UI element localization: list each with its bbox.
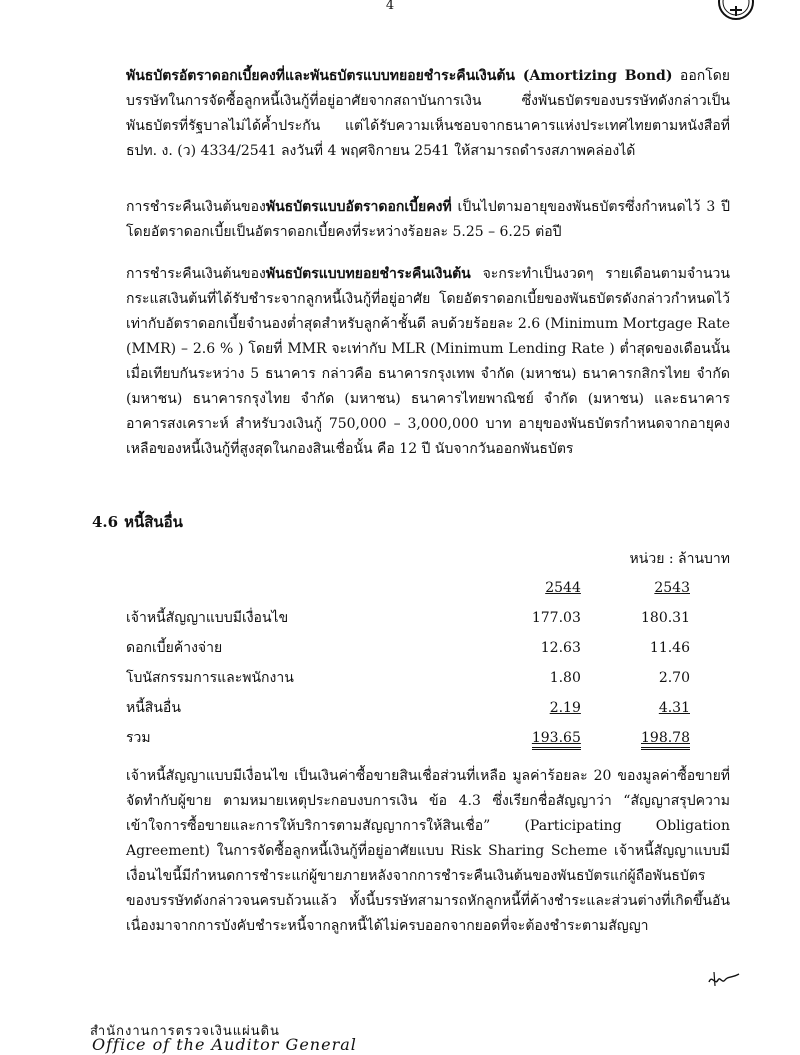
- row-label: โบนัสกรรมการและพนักงาน: [126, 670, 294, 686]
- row-value-2543: 11.46: [649, 640, 690, 656]
- footer-office-english: Office of the Auditor General: [92, 1035, 357, 1054]
- other-liabilities-table: [120, 573, 690, 753]
- row-label: เจ้าหนี้สัญญาแบบมีเงื่อนไข: [126, 610, 289, 626]
- paragraph-amortizing-repayment-text: จะกระทำเป็นงวดๆ รายเดือนตามจำนวนกระแสเงินต้นที่ได้รับชำระจากลูกหนี้เงินกู้ที่อยู่อาศัย โดยอัตราดอกเบี้ยของพันธบัตรดังกล่าวกำหนดไว้เท่ากับอัตราดอกเบี้ยจำนองต่ำสุดสำหรับลูกค้าชั้นดี ลบด้วยร้อยละ 2.6 (Minimum Mortgage Rate (MMR) – 2.6 % ) โดยที่ MMR จะเท่ากับ MLR (Minimum Lending Rate ) ต่ำสุดของเดือนนั้น เมื่อเทียบกันระหว่าง 5 ธนาคาร กล่าวคือ ธนาคารกรุงเทพ จำกัด (มหาชน) ธนาคารกสิกรไทย จำกัด (มหาชน) ธนาคารกรุงไทย จำกัด (มหาชน) ธนาคารไทยพาณิชย์ จำกัด (มหาชน) และธนาคารอาคารสงเคราะห์ สำหรับวงเงินกู้ 750,000 – 3,000,000 บาท อายุของพันธบัตรกำหนดจากอายุคงเหลือของหนี้เงินกู้ที่สูงสุดในกองสินเชื่อนั้น คือ 12 ปี นับจากวันออกพันธบัตร: [126, 266, 730, 457]
- footer-office-thai: สำนักงานการตรวจเงินแผ่นดิน: [90, 1024, 280, 1039]
- row-value-2543: 4.31: [658, 700, 690, 716]
- row-value-2544: 2.19: [549, 700, 581, 716]
- paragraph-conditional-payables-text: เจ้าหนี้สัญญาแบบมีเงื่อนไข เป็นเงินค่าซื้อขายสินเชื่อส่วนที่เหลือ มูลค่าร้อยละ 20 ของมูลค่าซื้อขายที่จัดทำกับผู้ขาย ตามหมายเหตุประกอบงบการเงิน ข้อ 4.3 ซึ่งเรียกชื่อสัญญาว่า “สัญญาสรุปความเข้าใจการซื้อขายและการให้บริการตามสัญญาการให้สินเชื่อ” (Participating Obligation Agreement) ในการจัดซื้อลูกหนี้เงินกู้ที่อยู่อาศัยแบบ Risk Sharing Scheme เจ้าหนี้สัญญาแบบมีเงื่อนไขนี้มีกำหนดการชำระแก่ผู้ขายภายหลังจากการชำระคืนเงินต้นของพันธบัตรแก่ผู้ถือพันธบัตรของบรรษัทดังกล่าวจนครบถ้วนแล้ว ทั้งนี้บรรษัทสามารถหักลูกหนี้ที่ค้างชำระและส่วนต่างที่เกิดขึ้นอันเนื่องมาจากการบังคับชำระหนี้จากลูกหนี้ได้ไม่ครบออกจากยอดที่จะต้องชำระตามสัญญา: [126, 768, 730, 934]
- paragraph-amortizing-bond-bold: พันธบัตรอัตราดอกเบี้ยคงที่และพันธบัตรแบบทยอยชำระคืนเงินต้น (Amortizing Bond): [126, 68, 673, 84]
- total-label: รวม: [126, 730, 151, 746]
- row-value-2543: 2.70: [658, 670, 690, 686]
- unit-label: หน่วย : ล้านบาท: [629, 551, 730, 567]
- column-header-2543: 2543: [654, 580, 690, 596]
- paragraph-amortizing-bond: [126, 64, 730, 164]
- paragraph-conditional-payables: [126, 764, 730, 939]
- paragraph-fixed-rate-bold: พันธบัตรแบบอัตราดอกเบี้ยคงที่: [265, 199, 452, 215]
- row-value-2544: 12.63: [540, 640, 581, 656]
- table-header-row: [120, 573, 690, 603]
- signature-icon: [706, 968, 742, 990]
- column-header-2544: 2544: [545, 580, 581, 596]
- total-value-2544: 193.65: [532, 730, 581, 750]
- paragraph-amortizing-bond-text: ออกโดยบรรษัทในการจัดซื้อลูกหนี้เงินกู้ที่อยู่อาศัยจากสถาบันการเงิน ซึ่งพันธบัตรของบรรษัทดังกล่าวเป็นพันธบัตรที่รัฐบาลไม่ได้ค้ำประกัน แต่ได้รับความเห็นชอบจากธนาคารแห่งประเทศไทยตามหนังสือที่ ธปท. ง. (ว) 4334/2541 ลงวันที่ 4 พฤศจิกายน 2541 ให้สามารถดำรงสภาพคล่องได้: [126, 68, 731, 159]
- table-row: [120, 633, 690, 663]
- paragraph-amortizing-repayment-bold: พันธบัตรแบบทยอยชำระคืนเงินต้น: [265, 266, 471, 282]
- table-total-row: [120, 723, 690, 753]
- paragraph-amortizing-repayment-pre: การชำระคืนเงินต้นของ: [126, 266, 266, 282]
- section-number: 4.6: [92, 513, 119, 531]
- row-label: หนี้สินอื่น: [126, 700, 181, 716]
- row-value-2544: 1.80: [549, 670, 581, 686]
- section-title: หนี้สินอื่น: [124, 513, 183, 531]
- paragraph-fixed-rate-text: เป็นไปตามอายุของพันธบัตรซึ่งกำหนดไว้ 3 ปี โดยอัตราดอกเบี้ยเป็นอัตราดอกเบี้ยคงที่ระหว่างร้อยละ 5.25 – 6.25 ต่อปี: [126, 199, 730, 240]
- row-value-2544: 177.03: [531, 610, 581, 626]
- row-label: ดอกเบี้ยค้างจ่าย: [126, 640, 223, 656]
- paragraph-amortizing-repayment: [126, 262, 730, 462]
- page-number: 4: [385, 0, 395, 13]
- paragraph-fixed-rate: [126, 195, 730, 245]
- row-value-2543: 180.31: [641, 610, 690, 626]
- table-row: [120, 693, 690, 723]
- paragraph-fixed-rate-pre: การชำระคืนเงินต้นของ: [126, 199, 266, 215]
- table-row: [120, 603, 690, 633]
- section-heading: [92, 510, 189, 534]
- table-row: [120, 663, 690, 693]
- total-value-2543: 198.78: [641, 730, 690, 750]
- emblem-seal-icon: [716, 0, 756, 22]
